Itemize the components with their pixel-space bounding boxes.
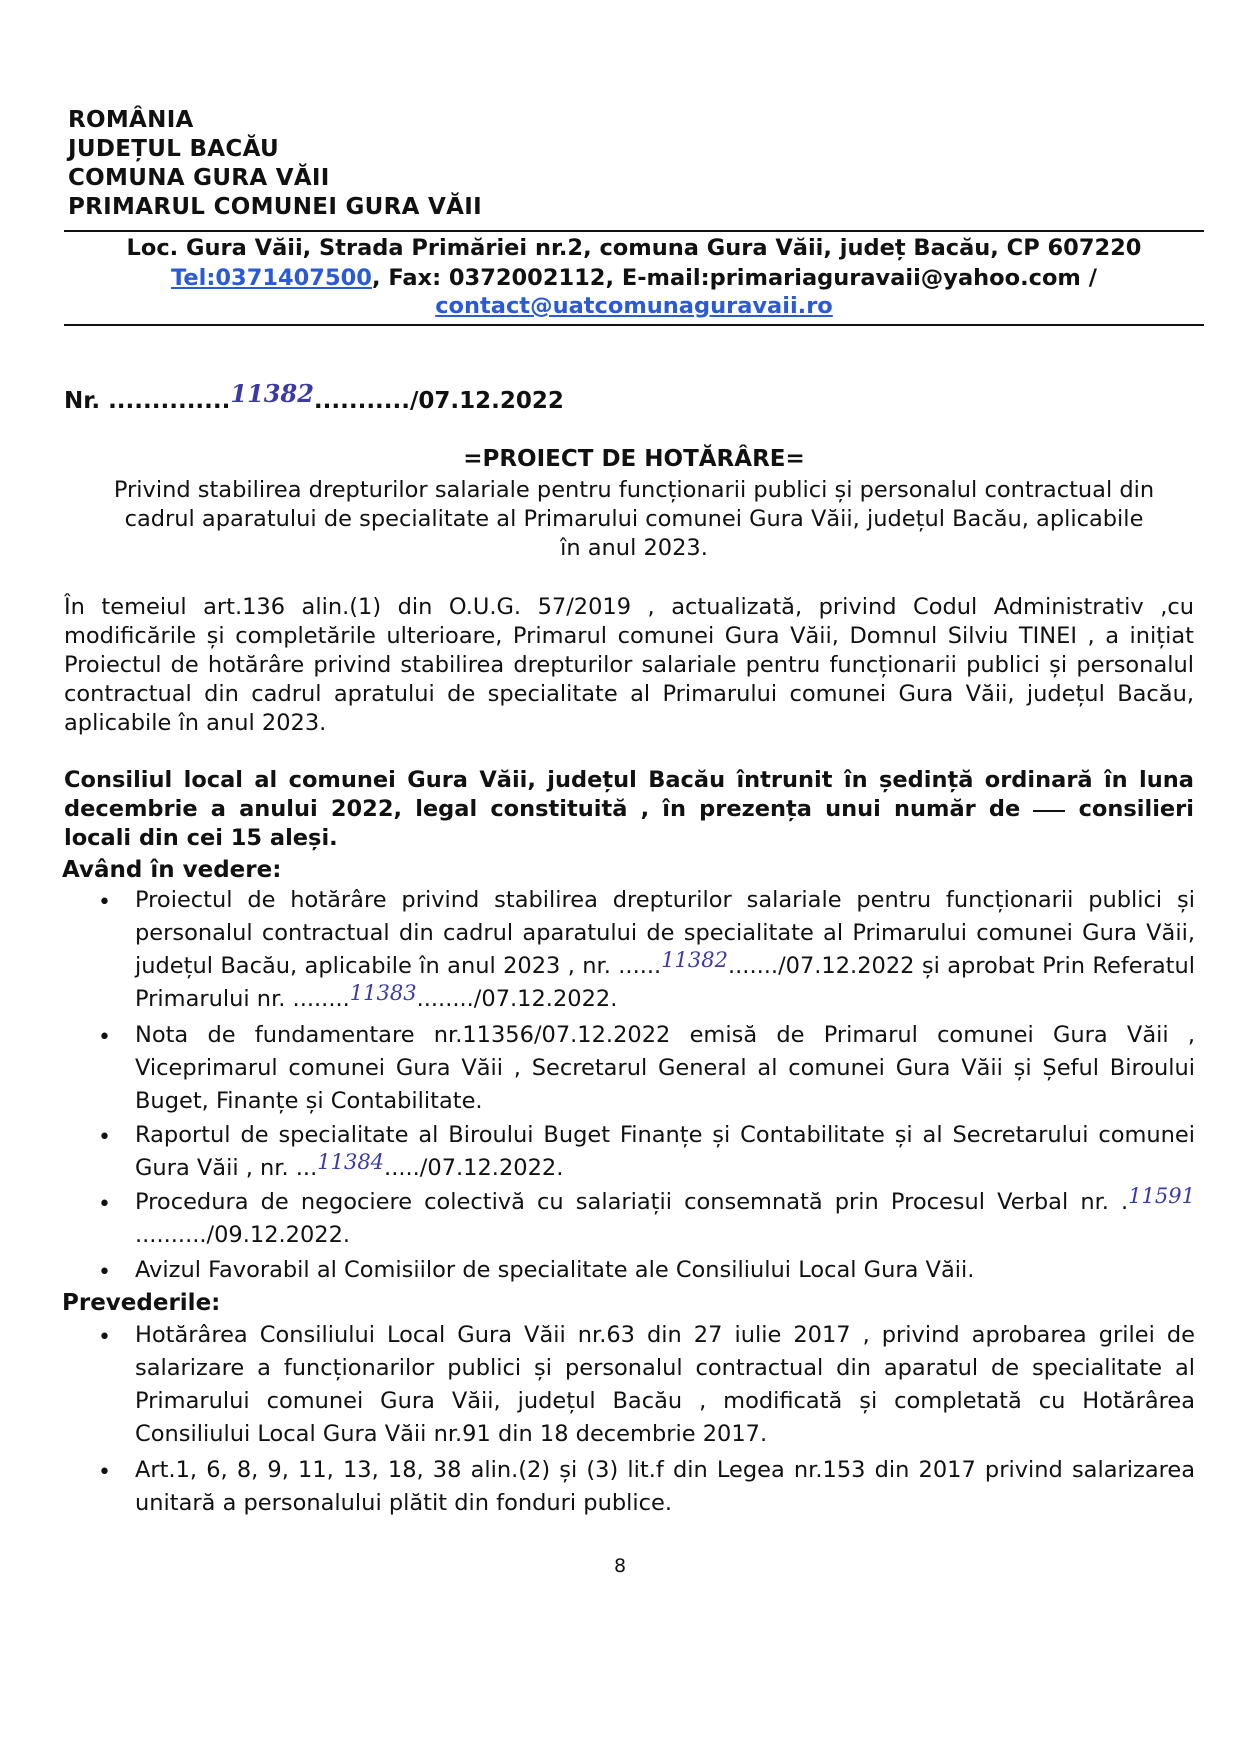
- council-text-end: consilieri locali din cei 15 aleși.: [64, 796, 1194, 851]
- considering-item-5: Avizul Favorabil al Comisiilor de specialitate ale Consiliului Local Gura Văii.: [135, 1257, 975, 1283]
- item4-end: ........../09.12.2022.: [135, 1222, 351, 1248]
- header-commune: COMUNA GURA VĂII: [68, 165, 330, 191]
- council-paragraph: [64, 766, 1194, 853]
- councillor-count-blank: [1033, 810, 1065, 812]
- item1-mid: ......./07.12.2022 și aprobat Prin Referatul Primarului nr. ........: [135, 953, 1195, 1012]
- item3-end: ...../07.12.2022.: [384, 1155, 564, 1181]
- bullet-icon: •: [98, 890, 111, 915]
- provisions-item-2: Art.1, 6, 8, 9, 11, 13, 18, 38 alin.(2) și (3) lit.f din Legea nr.153 din 2017 privind salarizarea unitară a personalului plătit din fonduri publice.: [135, 1457, 1195, 1516]
- item3-handwritten: 11384: [317, 1150, 385, 1174]
- bullet-icon: •: [98, 1260, 111, 1285]
- subtitle-line-2: cadrul aparatului de specialitate al Primarului comunei Gura Văii, județul Bacău, aplicabile: [124, 506, 1144, 532]
- header-mayor: PRIMARUL COMUNEI GURA VĂII: [68, 194, 482, 220]
- section-provisions-heading: Prevederile:: [62, 1290, 221, 1316]
- bullet-icon: •: [98, 1025, 111, 1050]
- bullet-icon: •: [98, 1125, 111, 1150]
- bullet-icon: •: [98, 1460, 111, 1485]
- item1-handwritten-1: 11382: [661, 948, 728, 972]
- registration-handwritten-number: 11382: [230, 379, 314, 408]
- registration-prefix: Nr.: [64, 388, 109, 414]
- item3-text: Raportul de specialitate al Biroului Buget Finanțe și Contabilitate și al Secretarului comunei Gura Văii , nr. ...: [135, 1122, 1195, 1181]
- contact-email-link[interactable]: contact@uatcomunaguravaii.ro: [435, 293, 833, 319]
- legal-basis-paragraph: În temeiul art.136 alin.(1) din O.U.G. 57/2019 , actualizată, privind Codul Administrativ ,cu modificările și completările ulterioare, Primarul comunei Gura Văii, Domnul Silviu TINEI , a inițiat Proiectul de hotărâre privind stabilirea drepturilor salariale pentru funcționarii publici și personalul contractual din cadrul apratului de specialitate al Primarului comunei Gura Văii, județul Bacău, aplicabile în anul 2023.: [64, 594, 1194, 736]
- considering-item-1: [135, 884, 1195, 1016]
- phone-link[interactable]: Tel:0371407500: [171, 265, 372, 291]
- header-county: JUDEȚUL BACĂU: [68, 136, 279, 162]
- document-title: =PROIECT DE HOTĂRÂRE=: [463, 446, 805, 472]
- registration-dots-after: ...........: [313, 388, 411, 414]
- council-text: Consiliul local al comunei Gura Văii, județul Bacău întrunit în ședință ordinară în luna decembrie a anului 2022, legal constituită , în prezența unui număr de: [64, 767, 1194, 822]
- registration-dots: ..............: [108, 388, 231, 414]
- section-considering-heading: Având în vedere:: [62, 857, 282, 883]
- bullet-icon: •: [98, 1192, 111, 1217]
- item1-end: ......../07.12.2022.: [416, 986, 618, 1012]
- provisions-item-1: Hotărârea Consiliului Local Gura Văii nr.63 din 27 iulie 2017 , privind aprobarea grilei de salarizare a funcționarilor publici și personalul contractual din aparatul de specialitate al Primarului comunei Gura Văii, județul Bacău , modificată și completată cu Hotărârea Consiliului Local Gura Văii nr.91 din 18 decembrie 2017.: [135, 1322, 1195, 1447]
- registration-date: /07.12.2022: [410, 388, 564, 414]
- considering-item-2: Nota de fundamentare nr.11356/07.12.2022 emisă de Primarul comunei Gura Văii , Viceprimarul comunei Gura Văii , Secretarul General al comunei Gura Văii și Șeful Biroului Buget, Finanțe și Contabilitate.: [135, 1022, 1195, 1114]
- header-bottom-rule: [64, 324, 1204, 326]
- bullet-icon: •: [98, 1325, 111, 1350]
- contact-line: [64, 263, 1204, 294]
- item4-text: Procedura de negociere colectivă cu salariații consemnată prin Procesul Verbal nr. .: [135, 1189, 1129, 1215]
- header-top-rule: [64, 230, 1204, 232]
- page-number: 8: [613, 1555, 627, 1577]
- item1-handwritten-2: 11383: [349, 981, 417, 1005]
- header-country: ROMÂNIA: [68, 107, 194, 133]
- item1-text: Proiectul de hotărâre privind stabilirea drepturilor salariale pentru funcționarii publici și personalul contractual din cadrul aparatului de specialitate al Primarului comunei Gura Văii, județul Bacău, aplicabile în anul 2023 , nr. ......: [135, 887, 1195, 979]
- considering-item-3: [135, 1119, 1195, 1185]
- fax-email-text: , Fax: 0372002112, E-mail:primariaguravaii@yahoo.com /: [371, 265, 1097, 291]
- subtitle-line-3: în anul 2023.: [560, 535, 708, 561]
- item4-handwritten: 11591: [1128, 1184, 1195, 1208]
- contact-email-line: [64, 291, 1204, 322]
- considering-item-4: [135, 1186, 1195, 1252]
- subtitle-line-1: Privind stabilirea drepturilor salariale pentru funcționarii publici și personalul contractual din: [113, 477, 1155, 503]
- address-line: Loc. Gura Văii, Strada Primăriei nr.2, comuna Gura Văii, județ Bacău, CP 607220: [126, 235, 1142, 261]
- registration-number: [64, 379, 564, 414]
